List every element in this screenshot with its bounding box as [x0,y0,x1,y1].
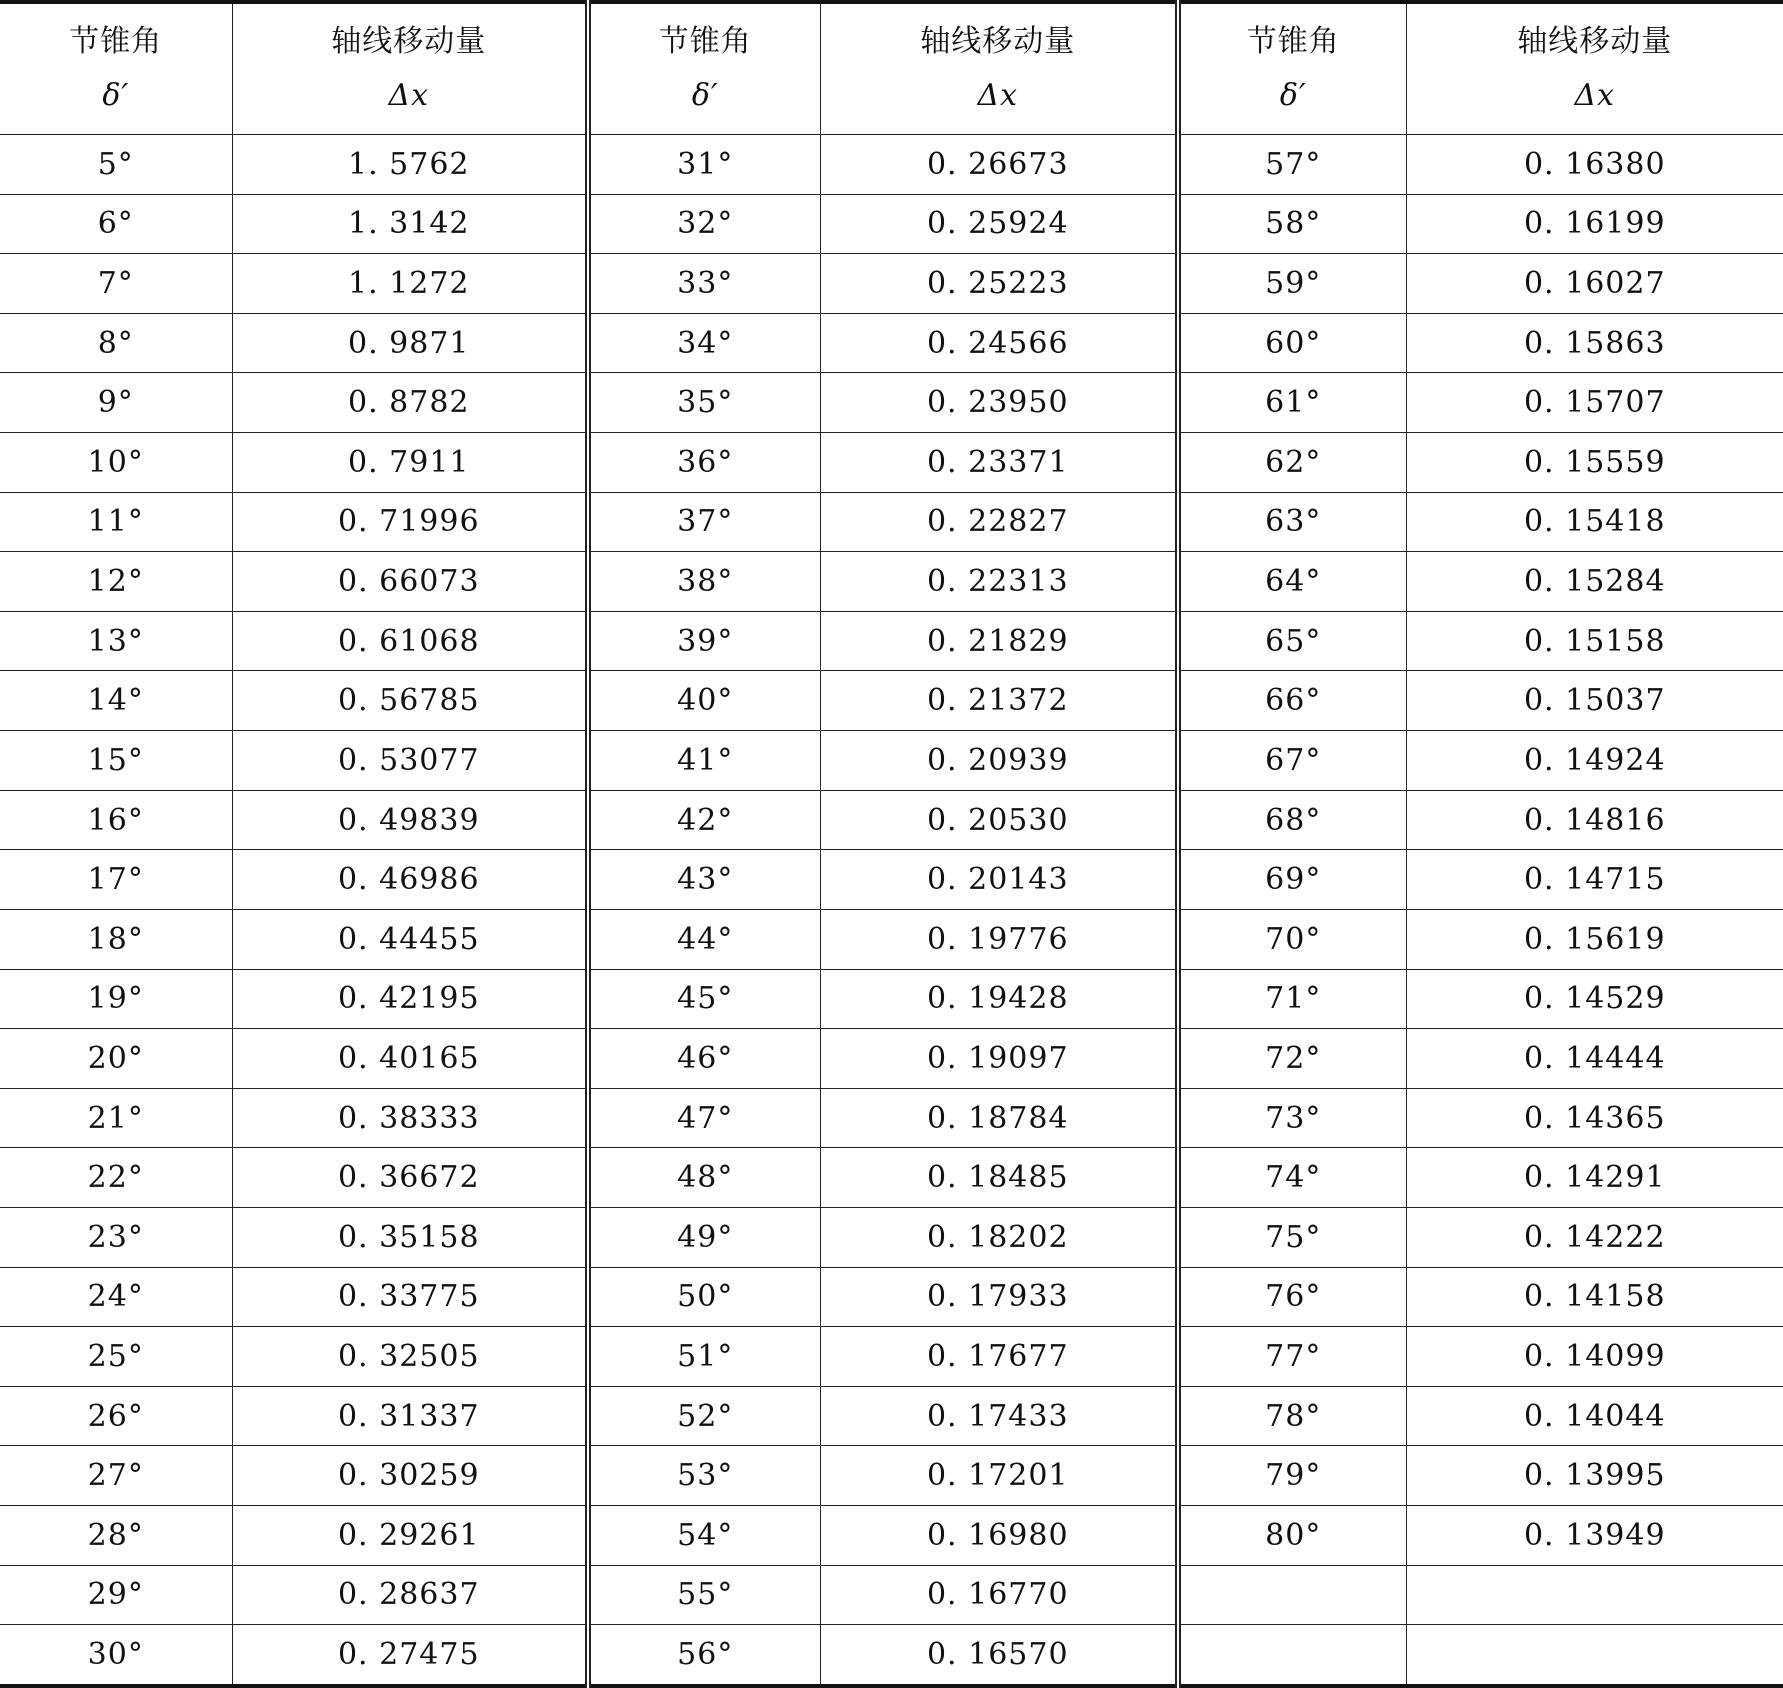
table-row [0,194,1783,254]
pitch-cone-angle-cell: 74° [1178,1148,1406,1208]
axial-shift-cell: 0. 14924 [1406,731,1783,791]
header-row [0,2,1783,135]
pitch-cone-angle-cell: 32° [588,194,820,254]
axial-shift-cell: 0. 17677 [820,1327,1178,1387]
axial-shift-cell: 0. 28637 [232,1565,588,1625]
pitch-cone-angle-cell [1178,1565,1406,1625]
pitch-cone-angle-cell: 49° [588,1207,820,1267]
pitch-cone-angle-cell: 8° [0,313,232,373]
axial-shift-cell: 0. 20530 [820,790,1178,850]
header-label: 节锥角 [69,24,163,59]
table-row [0,313,1783,373]
table-row [0,611,1783,671]
table-row [0,1565,1783,1625]
table-row [0,671,1783,731]
pitch-cone-angle-cell: 15° [0,731,232,791]
header-cell-pitch-cone-angle [1178,2,1406,135]
axial-shift-cell: 0. 71996 [232,492,588,552]
header-cell-axial-shift [1406,2,1783,135]
header-cell-pitch-cone-angle [588,2,820,135]
pitch-cone-angle-cell: 60° [1178,313,1406,373]
table-row [0,1029,1783,1089]
pitch-cone-angle-cell: 19° [0,969,232,1029]
axial-shift-cell: 0. 14365 [1406,1088,1783,1148]
pitch-cone-angle-cell: 61° [1178,373,1406,433]
pitch-cone-angle-cell: 66° [1178,671,1406,731]
axial-shift-cell: 0. 25924 [820,194,1178,254]
axial-shift-cell: 0. 14291 [1406,1148,1783,1208]
pitch-cone-angle-cell: 50° [588,1267,820,1327]
pitch-cone-angle-cell: 47° [588,1088,820,1148]
axial-shift-cell: 0. 22827 [820,492,1178,552]
axial-shift-cell: 0. 49839 [232,790,588,850]
axial-shift-cell: 0. 66073 [232,552,588,612]
table-row [0,1267,1783,1327]
table-row [0,373,1783,433]
pitch-cone-angle-cell: 5° [0,135,232,195]
header-symbol: Δx [388,78,430,113]
axial-shift-cell: 0. 15284 [1406,552,1783,612]
table-row [0,1088,1783,1148]
pitch-cone-angle-cell: 14° [0,671,232,731]
table-row [0,135,1783,195]
pitch-cone-angle-cell: 52° [588,1386,820,1446]
table-body [0,135,1783,1687]
pitch-cone-angle-cell: 39° [588,611,820,671]
axial-shift-cell [1406,1625,1783,1686]
table-row [0,1148,1783,1208]
axial-shift-cell: 0. 16199 [1406,194,1783,254]
axial-shift-cell: 0. 15418 [1406,492,1783,552]
axial-shift-cell: 1. 3142 [232,194,588,254]
pitch-cone-angle-cell: 62° [1178,433,1406,493]
axial-shift-cell: 1. 5762 [232,135,588,195]
axial-shift-cell: 0. 14099 [1406,1327,1783,1387]
axial-shift-cell: 0. 9871 [232,313,588,373]
header-cell-axial-shift [232,2,588,135]
pitch-cone-angle-cell: 11° [0,492,232,552]
axial-shift-cell: 0. 8782 [232,373,588,433]
axial-shift-cell: 0. 20143 [820,850,1178,910]
pitch-cone-angle-cell: 27° [0,1446,232,1506]
pitch-cone-angle-cell: 56° [588,1625,820,1686]
table-row [0,1386,1783,1446]
axial-shift-cell: 0. 35158 [232,1207,588,1267]
pitch-cone-angle-cell: 22° [0,1148,232,1208]
pitch-cone-angle-cell: 71° [1178,969,1406,1029]
pitch-cone-angle-cell: 57° [1178,135,1406,195]
axial-shift-cell: 0. 33775 [232,1267,588,1327]
table-row [0,492,1783,552]
axial-shift-cell: 0. 23371 [820,433,1178,493]
pitch-cone-angle-cell: 37° [588,492,820,552]
header-label: 轴线移动量 [331,24,487,59]
table-row [0,1207,1783,1267]
axial-shift-cell: 0. 24566 [820,313,1178,373]
pitch-cone-angle-cell: 21° [0,1088,232,1148]
axial-shift-cell: 0. 32505 [232,1327,588,1387]
pitch-cone-angle-cell: 77° [1178,1327,1406,1387]
axial-shift-cell: 0. 13949 [1406,1506,1783,1566]
axial-shift-cell: 0. 18485 [820,1148,1178,1208]
pitch-cone-angle-cell: 75° [1178,1207,1406,1267]
axial-shift-cell: 0. 42195 [232,969,588,1029]
table-row [0,1327,1783,1387]
axial-shift-cell: 0. 16027 [1406,254,1783,314]
axial-shift-cell: 0. 19428 [820,969,1178,1029]
axial-shift-cell: 0. 7911 [232,433,588,493]
axial-shift-cell: 0. 14444 [1406,1029,1783,1089]
pitch-cone-angle-cell: 53° [588,1446,820,1506]
pitch-cone-angle-cell: 36° [588,433,820,493]
axial-shift-cell: 0. 14715 [1406,850,1783,910]
axial-shift-cell [1406,1565,1783,1625]
axial-shift-cell: 0. 14529 [1406,969,1783,1029]
pitch-cone-angle-cell: 72° [1178,1029,1406,1089]
pitch-cone-angle-cell: 67° [1178,731,1406,791]
axial-shift-cell: 0. 22313 [820,552,1178,612]
axial-shift-cell: 0. 31337 [232,1386,588,1446]
pitch-cone-angle-cell: 58° [1178,194,1406,254]
header-label: 轴线移动量 [920,24,1076,59]
axial-shift-cell: 0. 53077 [232,731,588,791]
pitch-cone-angle-cell: 45° [588,969,820,1029]
axial-shift-cell: 0. 30259 [232,1446,588,1506]
axial-shift-cell: 0. 25223 [820,254,1178,314]
pitch-cone-angle-cell: 55° [588,1565,820,1625]
pitch-cone-angle-cell: 70° [1178,909,1406,969]
table-row [0,909,1783,969]
axial-shift-cell: 0. 36672 [232,1148,588,1208]
pitch-cone-angle-cell: 30° [0,1625,232,1686]
axial-shift-cell: 0. 15158 [1406,611,1783,671]
axial-shift-cell: 0. 15707 [1406,373,1783,433]
pitch-cone-angle-cell: 65° [1178,611,1406,671]
axial-shift-cell: 0. 23950 [820,373,1178,433]
axial-shift-cell: 0. 61068 [232,611,588,671]
axial-shift-cell: 0. 56785 [232,671,588,731]
header-label: 轴线移动量 [1517,24,1673,59]
axial-shift-cell: 1. 1272 [232,254,588,314]
header-cell-axial-shift [820,2,1178,135]
header-label: 节锥角 [658,24,752,59]
axial-shift-cell: 0. 16570 [820,1625,1178,1686]
pitch-cone-angle-cell: 10° [0,433,232,493]
pitch-cone-angle-cell: 17° [0,850,232,910]
pitch-cone-angle-cell: 69° [1178,850,1406,910]
axial-shift-cell: 0. 29261 [232,1506,588,1566]
pitch-cone-angle-cell: 6° [0,194,232,254]
pitch-cone-angle-cell: 76° [1178,1267,1406,1327]
pitch-cone-angle-cell: 12° [0,552,232,612]
axial-shift-cell: 0. 14222 [1406,1207,1783,1267]
pitch-cone-angle-cell: 63° [1178,492,1406,552]
axial-shift-cell: 0. 14158 [1406,1267,1783,1327]
pitch-cone-angle-cell: 68° [1178,790,1406,850]
pitch-cone-angle-cell: 29° [0,1565,232,1625]
table-row [0,731,1783,791]
pitch-cone-angle-cell: 59° [1178,254,1406,314]
pitch-cone-angle-cell: 40° [588,671,820,731]
pitch-cone-angle-cell: 41° [588,731,820,791]
header-label: 节锥角 [1246,24,1340,59]
table-row [0,1625,1783,1686]
axial-shift-cell: 0. 15037 [1406,671,1783,731]
pitch-cone-angle-cell: 46° [588,1029,820,1089]
axial-shift-cell: 0. 18202 [820,1207,1178,1267]
table-row [0,969,1783,1029]
axial-shift-cell: 0. 15559 [1406,433,1783,493]
axial-shift-cell: 0. 16980 [820,1506,1178,1566]
pitch-cone-angle-cell [1178,1625,1406,1686]
axial-shift-cell: 0. 46986 [232,850,588,910]
axial-shift-cell: 0. 38333 [232,1088,588,1148]
pitch-cone-angle-cell: 33° [588,254,820,314]
pitch-cone-angle-cell: 24° [0,1267,232,1327]
pitch-cone-angle-cell: 26° [0,1386,232,1446]
axial-shift-cell: 0. 17201 [820,1446,1178,1506]
header-symbol: δ′ [691,78,719,113]
header-symbol: δ′ [1279,78,1307,113]
table-row [0,1446,1783,1506]
pitch-cone-angle-cell: 13° [0,611,232,671]
axial-shift-cell: 0. 15619 [1406,909,1783,969]
axial-shift-cell: 0. 17433 [820,1386,1178,1446]
axial-shift-cell: 0. 20939 [820,731,1178,791]
table-row [0,790,1783,850]
axial-shift-cell: 0. 40165 [232,1029,588,1089]
pitch-cone-angle-cell: 18° [0,909,232,969]
pitch-cone-angle-cell: 78° [1178,1386,1406,1446]
axial-shift-cell: 0. 16770 [820,1565,1178,1625]
axial-shift-cell: 0. 19097 [820,1029,1178,1089]
axial-shift-cell: 0. 15863 [1406,313,1783,373]
axial-shift-cell: 0. 16380 [1406,135,1783,195]
pitch-cone-angle-cell: 28° [0,1506,232,1566]
axial-shift-cell: 0. 19776 [820,909,1178,969]
table-row [0,433,1783,493]
header-symbol: Δx [977,78,1019,113]
axial-shift-cell: 0. 17933 [820,1267,1178,1327]
pitch-cone-angle-cell: 9° [0,373,232,433]
axial-shift-cell: 0. 18784 [820,1088,1178,1148]
table-row [0,552,1783,612]
axial-shift-cell: 0. 44455 [232,909,588,969]
pitch-cone-angle-cell: 80° [1178,1506,1406,1566]
pitch-cone-angle-cell: 43° [588,850,820,910]
pitch-cone-angle-cell: 79° [1178,1446,1406,1506]
pitch-cone-angle-cell: 51° [588,1327,820,1387]
pitch-cone-angle-cell: 25° [0,1327,232,1387]
pitch-cone-angle-cell: 7° [0,254,232,314]
table-row [0,254,1783,314]
header-symbol: Δx [1574,78,1616,113]
table-row [0,850,1783,910]
pitch-cone-angle-cell: 34° [588,313,820,373]
header-symbol: δ′ [102,78,130,113]
pitch-cone-angle-cell: 31° [588,135,820,195]
axial-shift-cell: 0. 21372 [820,671,1178,731]
axial-shift-cell: 0. 21829 [820,611,1178,671]
pitch-cone-angle-cell: 35° [588,373,820,433]
pitch-cone-angle-cell: 38° [588,552,820,612]
axial-shift-cell: 0. 14044 [1406,1386,1783,1446]
axial-shift-cell: 0. 26673 [820,135,1178,195]
pitch-cone-angle-cell: 44° [588,909,820,969]
table-row [0,1506,1783,1566]
pitch-cone-angle-cell: 16° [0,790,232,850]
pitch-cone-angle-cell: 48° [588,1148,820,1208]
pitch-cone-angle-cell: 42° [588,790,820,850]
axial-shift-cell: 0. 27475 [232,1625,588,1686]
pitch-cone-angle-cell: 73° [1178,1088,1406,1148]
header-cell-pitch-cone-angle [0,2,232,135]
pitch-cone-angle-cell: 23° [0,1207,232,1267]
axial-shift-cell: 0. 13995 [1406,1446,1783,1506]
pitch-cone-angle-cell: 64° [1178,552,1406,612]
pitch-cone-angle-cell: 20° [0,1029,232,1089]
pitch-cone-angle-cell: 54° [588,1506,820,1566]
axial-shift-cell: 0. 14816 [1406,790,1783,850]
